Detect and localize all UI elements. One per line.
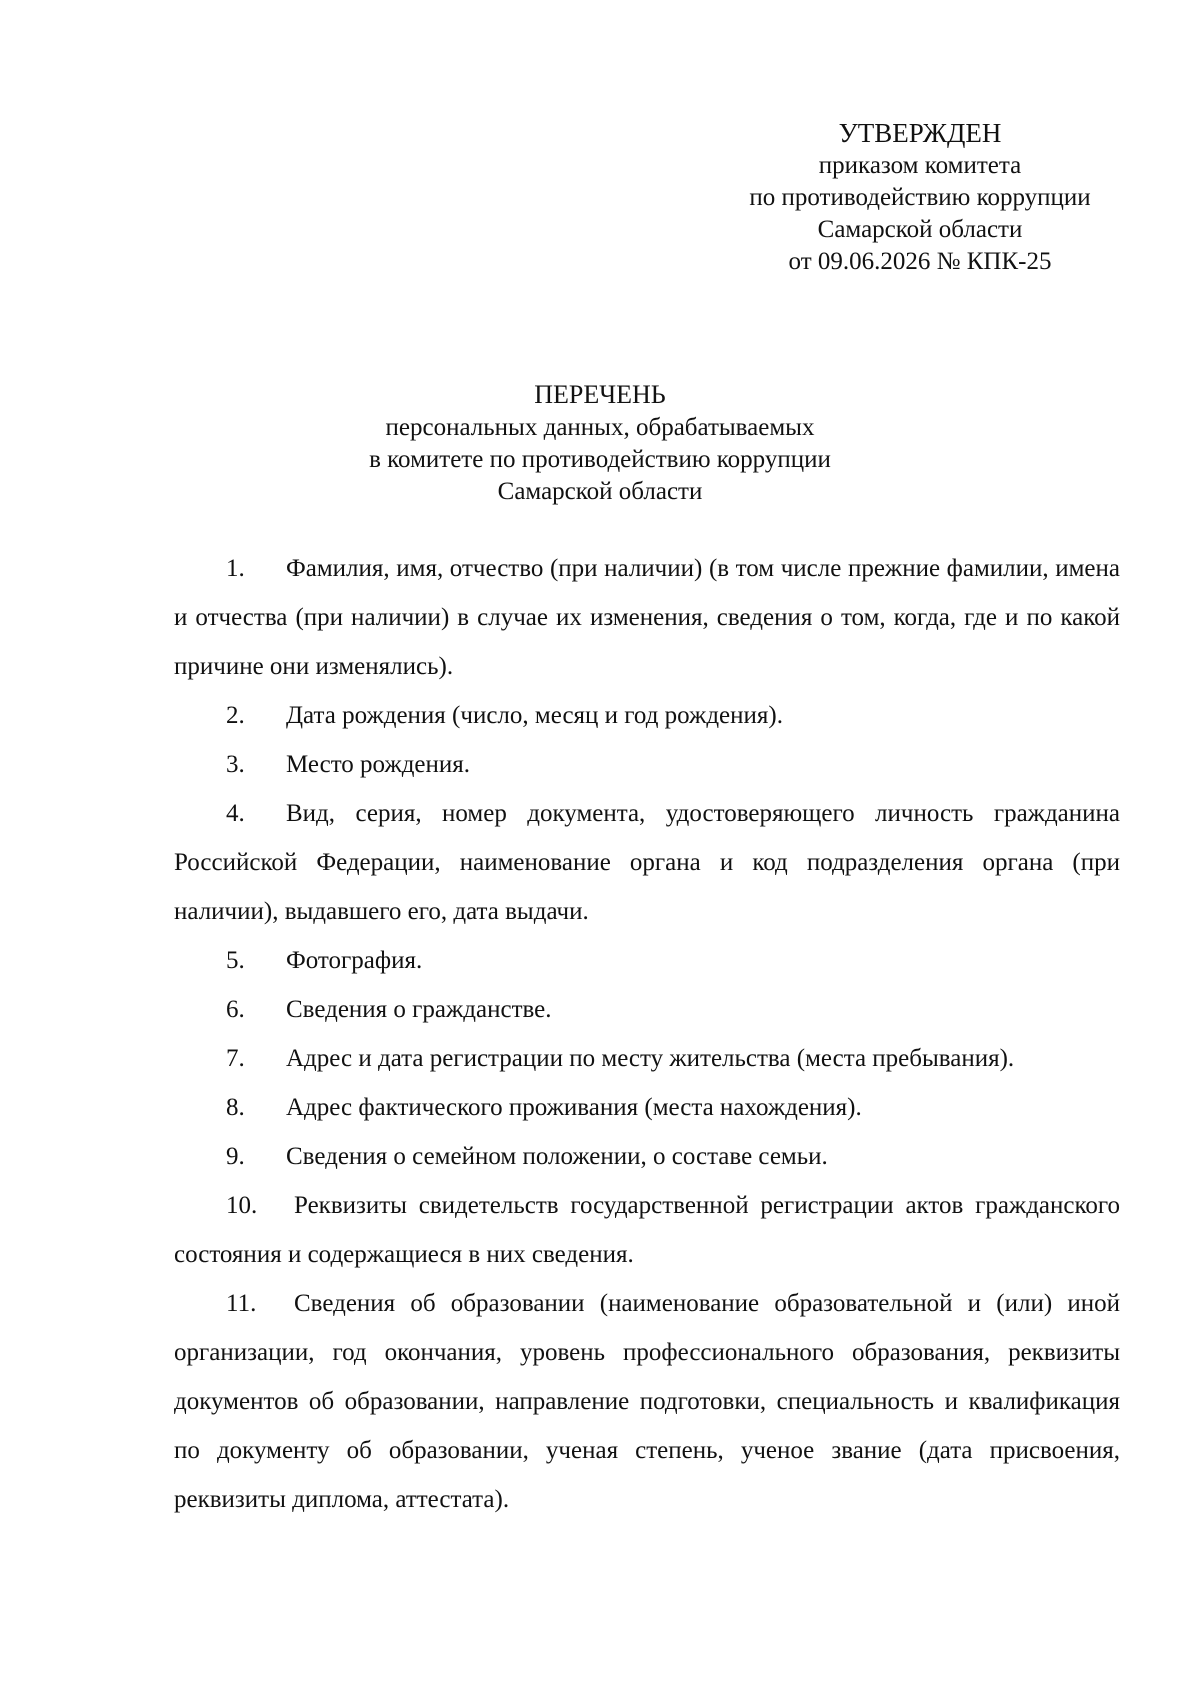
approval-title: УТВЕРЖДЕН — [838, 118, 1002, 148]
approval-order-number: от 09.06.2026 № КПК-25 — [788, 248, 1052, 275]
list-item-text: Фамилия, имя, отчество (при наличии) (в том числе прежние фамилии, имена и отчества (при наличии) в случае их изменения, сведения о том, когда, где и по какой причине они изменялись). — [174, 555, 1120, 680]
approval-line: по противодействию коррупции — [749, 184, 1091, 211]
list-item — [174, 1181, 1120, 1279]
list-item-number: 6. — [226, 996, 245, 1023]
list-item — [174, 740, 1120, 789]
list-item-number: 11. — [226, 1290, 257, 1317]
list-item-text: Дата рождения (число, месяц и год рождения). — [286, 702, 783, 729]
list-item — [174, 789, 1120, 936]
list-item-number: 9. — [226, 1143, 245, 1170]
list-item-text: Сведения о семейном положении, о составе семьи. — [286, 1143, 828, 1170]
list-item — [174, 1132, 1120, 1181]
document-subtitle-line: персональных данных, обрабатываемых — [385, 414, 815, 441]
list-item-number: 8. — [226, 1094, 245, 1121]
list-item — [174, 1034, 1120, 1083]
list-item-text: Вид, серия, номер документа, удостоверяющего личность гражданина Российской Федерации, наименование органа и код подразделения органа (при наличии), выдавшего его, дата выдачи. — [174, 800, 1120, 925]
list-item-text: Адрес фактического проживания (места нахождения). — [286, 1094, 862, 1121]
list-item-number: 5. — [226, 947, 245, 974]
list-item-text: Сведения о гражданстве. — [286, 996, 552, 1023]
list-item — [174, 691, 1120, 740]
list-item-text: Место рождения. — [286, 751, 471, 778]
list-item — [174, 936, 1120, 985]
list-item-number: 4. — [226, 800, 245, 827]
list-item-number: 7. — [226, 1045, 245, 1072]
list-item — [174, 1083, 1120, 1132]
list-item-number: 2. — [226, 702, 245, 729]
personal-data-list — [174, 544, 1120, 1524]
approval-line: Самарской области — [817, 216, 1023, 243]
list-item-text: Адрес и дата регистрации по месту жительства (места пребывания). — [286, 1045, 1015, 1072]
approval-line: приказом комитета — [818, 152, 1022, 179]
list-item-number: 1. — [226, 555, 245, 582]
list-item-text: Фотография. — [286, 947, 423, 974]
document-subtitle-line: Самарской области — [497, 478, 703, 505]
list-item-text: Реквизиты свидетельств государственной регистрации актов гражданского состояния и содержащиеся в них сведения. — [174, 1192, 1120, 1268]
list-item-text: Сведения об образовании (наименование образовательной и (или) иной организации, год окончания, уровень профессионального образования, реквизиты документов об образовании, направление подготовки, специальность и квалификация по документу об образовании, ученая степень, ученое звание (дата присвоения, реквизиты диплома, аттестата). — [174, 1290, 1120, 1513]
document-heading — [300, 378, 900, 508]
approval-stamp-block — [680, 116, 1160, 278]
list-item — [174, 1279, 1120, 1524]
document-subtitle-line: в комитете по противодействию коррупции — [369, 446, 831, 473]
document-title: ПЕРЕЧЕНЬ — [534, 380, 666, 409]
list-item — [174, 985, 1120, 1034]
list-item — [174, 544, 1120, 691]
list-item-number: 3. — [226, 751, 245, 778]
list-item-number: 10. — [226, 1192, 258, 1219]
